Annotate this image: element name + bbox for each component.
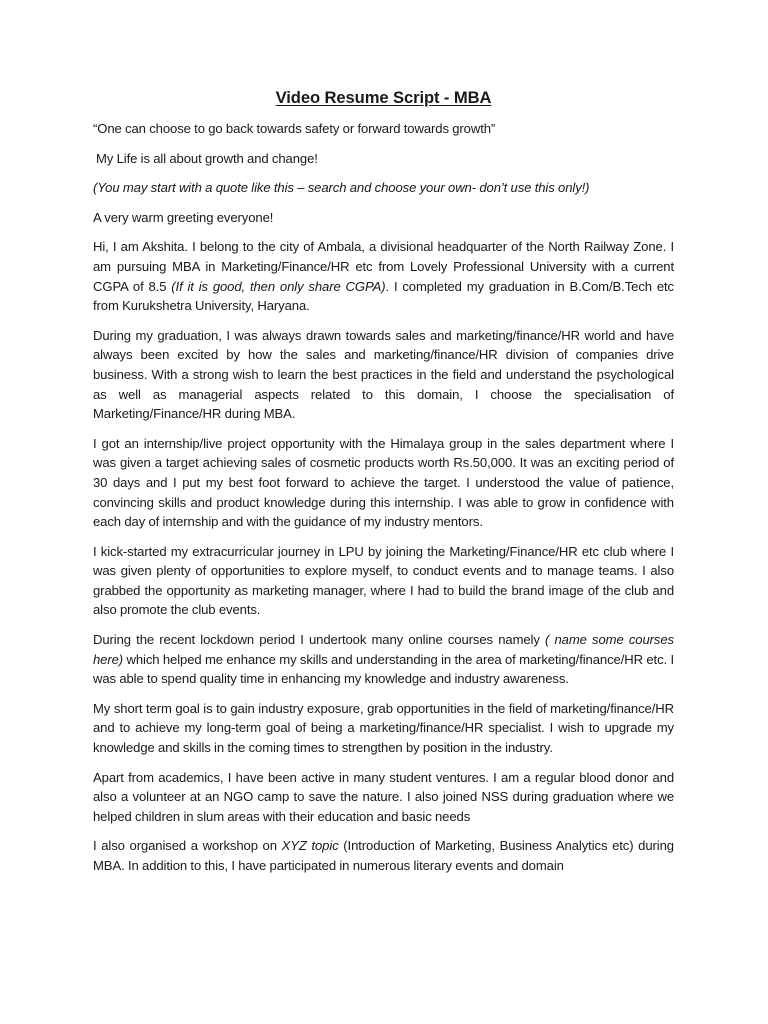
graduation-paragraph: During my graduation, I was always drawn towards sales and marketing/finance/HR world and have always been excited by how the sales and marketing/finance/HR division of companies drive business. With a strong wish to learn the best practices in the field and understand the psychological as well as managerial aspects related to this domain, I choose the specialisation of Marketing/Finance/HR during MBA.: [93, 327, 674, 422]
tagline: My Life is all about growth and change!: [96, 150, 318, 166]
workshop-text-1: I also organised a workshop on: [93, 838, 282, 854]
document-title: Video Resume Script - MBA: [275, 88, 492, 107]
workshop-paragraph: [93, 836, 674, 875]
intro-paragraph: [93, 237, 674, 315]
workshop-topic: XYZ topic: [281, 838, 339, 854]
academics-paragraph: Apart from academics, I have been active in many student ventures. I am a regular blood donor and also a volunteer at an NGO camp to save the nature. I also joined NSS during graduation where we helped children in slum areas with their education and basic needs: [93, 769, 674, 824]
lockdown-courses-note: ( name some courses here): [93, 632, 674, 667]
workshop-text-2: (Introduction of Marketing, Business Analytics etc) during MBA. In addition to this, I have participated in numerous literary events and domain: [93, 838, 674, 873]
intro-text-1: Hi, I am Akshita. I belong to the city of Ambala, a divisional headquarter of the North Railway Zone. I am pursuing MBA in Marketing/Finance/HR etc from Lovely Professional University with a current CGPA of 8.5: [93, 239, 674, 294]
goals-paragraph: My short term goal is to gain industry exposure, grab opportunities in the field of marketing/finance/HR and to achieve my long-term goal of being a marketing/finance/HR specialist. I wish to upgrade my knowledge and skills in the coming times to strengthen by position in the industry.: [93, 700, 674, 756]
intro-cgpa-note: (If it is good, then only share CGPA): [171, 278, 386, 294]
instruction-note: (You may start with a quote like this – search and choose your own- don’t use this only!): [93, 180, 590, 196]
lockdown-text-1: During the recent lockdown period I undertook many online courses namely: [93, 632, 546, 648]
lockdown-paragraph: [93, 630, 674, 689]
intro-text-2: . I completed my graduation in B.Com/B.Tech etc from Kurukshetra University, Haryana.: [93, 278, 674, 314]
opening-quote: “One can choose to go back towards safety or forward towards growth”: [93, 121, 496, 136]
extracurricular-paragraph: I kick-started my extracurricular journey in LPU by joining the Marketing/Finance/HR etc club where I was given plenty of opportunities to explore myself, to conduct events and to manage teams. I also grabbed the opportunity as marketing manager, where I had to build the brand image of the club and also promote the club events.: [93, 543, 674, 618]
lockdown-text-2: which helped me enhance my skills and understanding in the area of marketing/finance/HR etc. I was able to spend quality time in enhancing my knowledge and industry awareness.: [93, 651, 674, 687]
greeting: A very warm greeting everyone!: [93, 209, 274, 225]
internship-paragraph: I got an internship/live project opportunity with the Himalaya group in the sales department where I was given a target achieving sales of cosmetic products worth Rs.50,000. It was an exciting period of 30 days and I put my best foot forward to achieve the target. I understood the value of patience, convincing skills and product knowledge during this internship. I was able to grow in confidence with each day of internship and with the guidance of my industry mentors.: [93, 435, 674, 530]
